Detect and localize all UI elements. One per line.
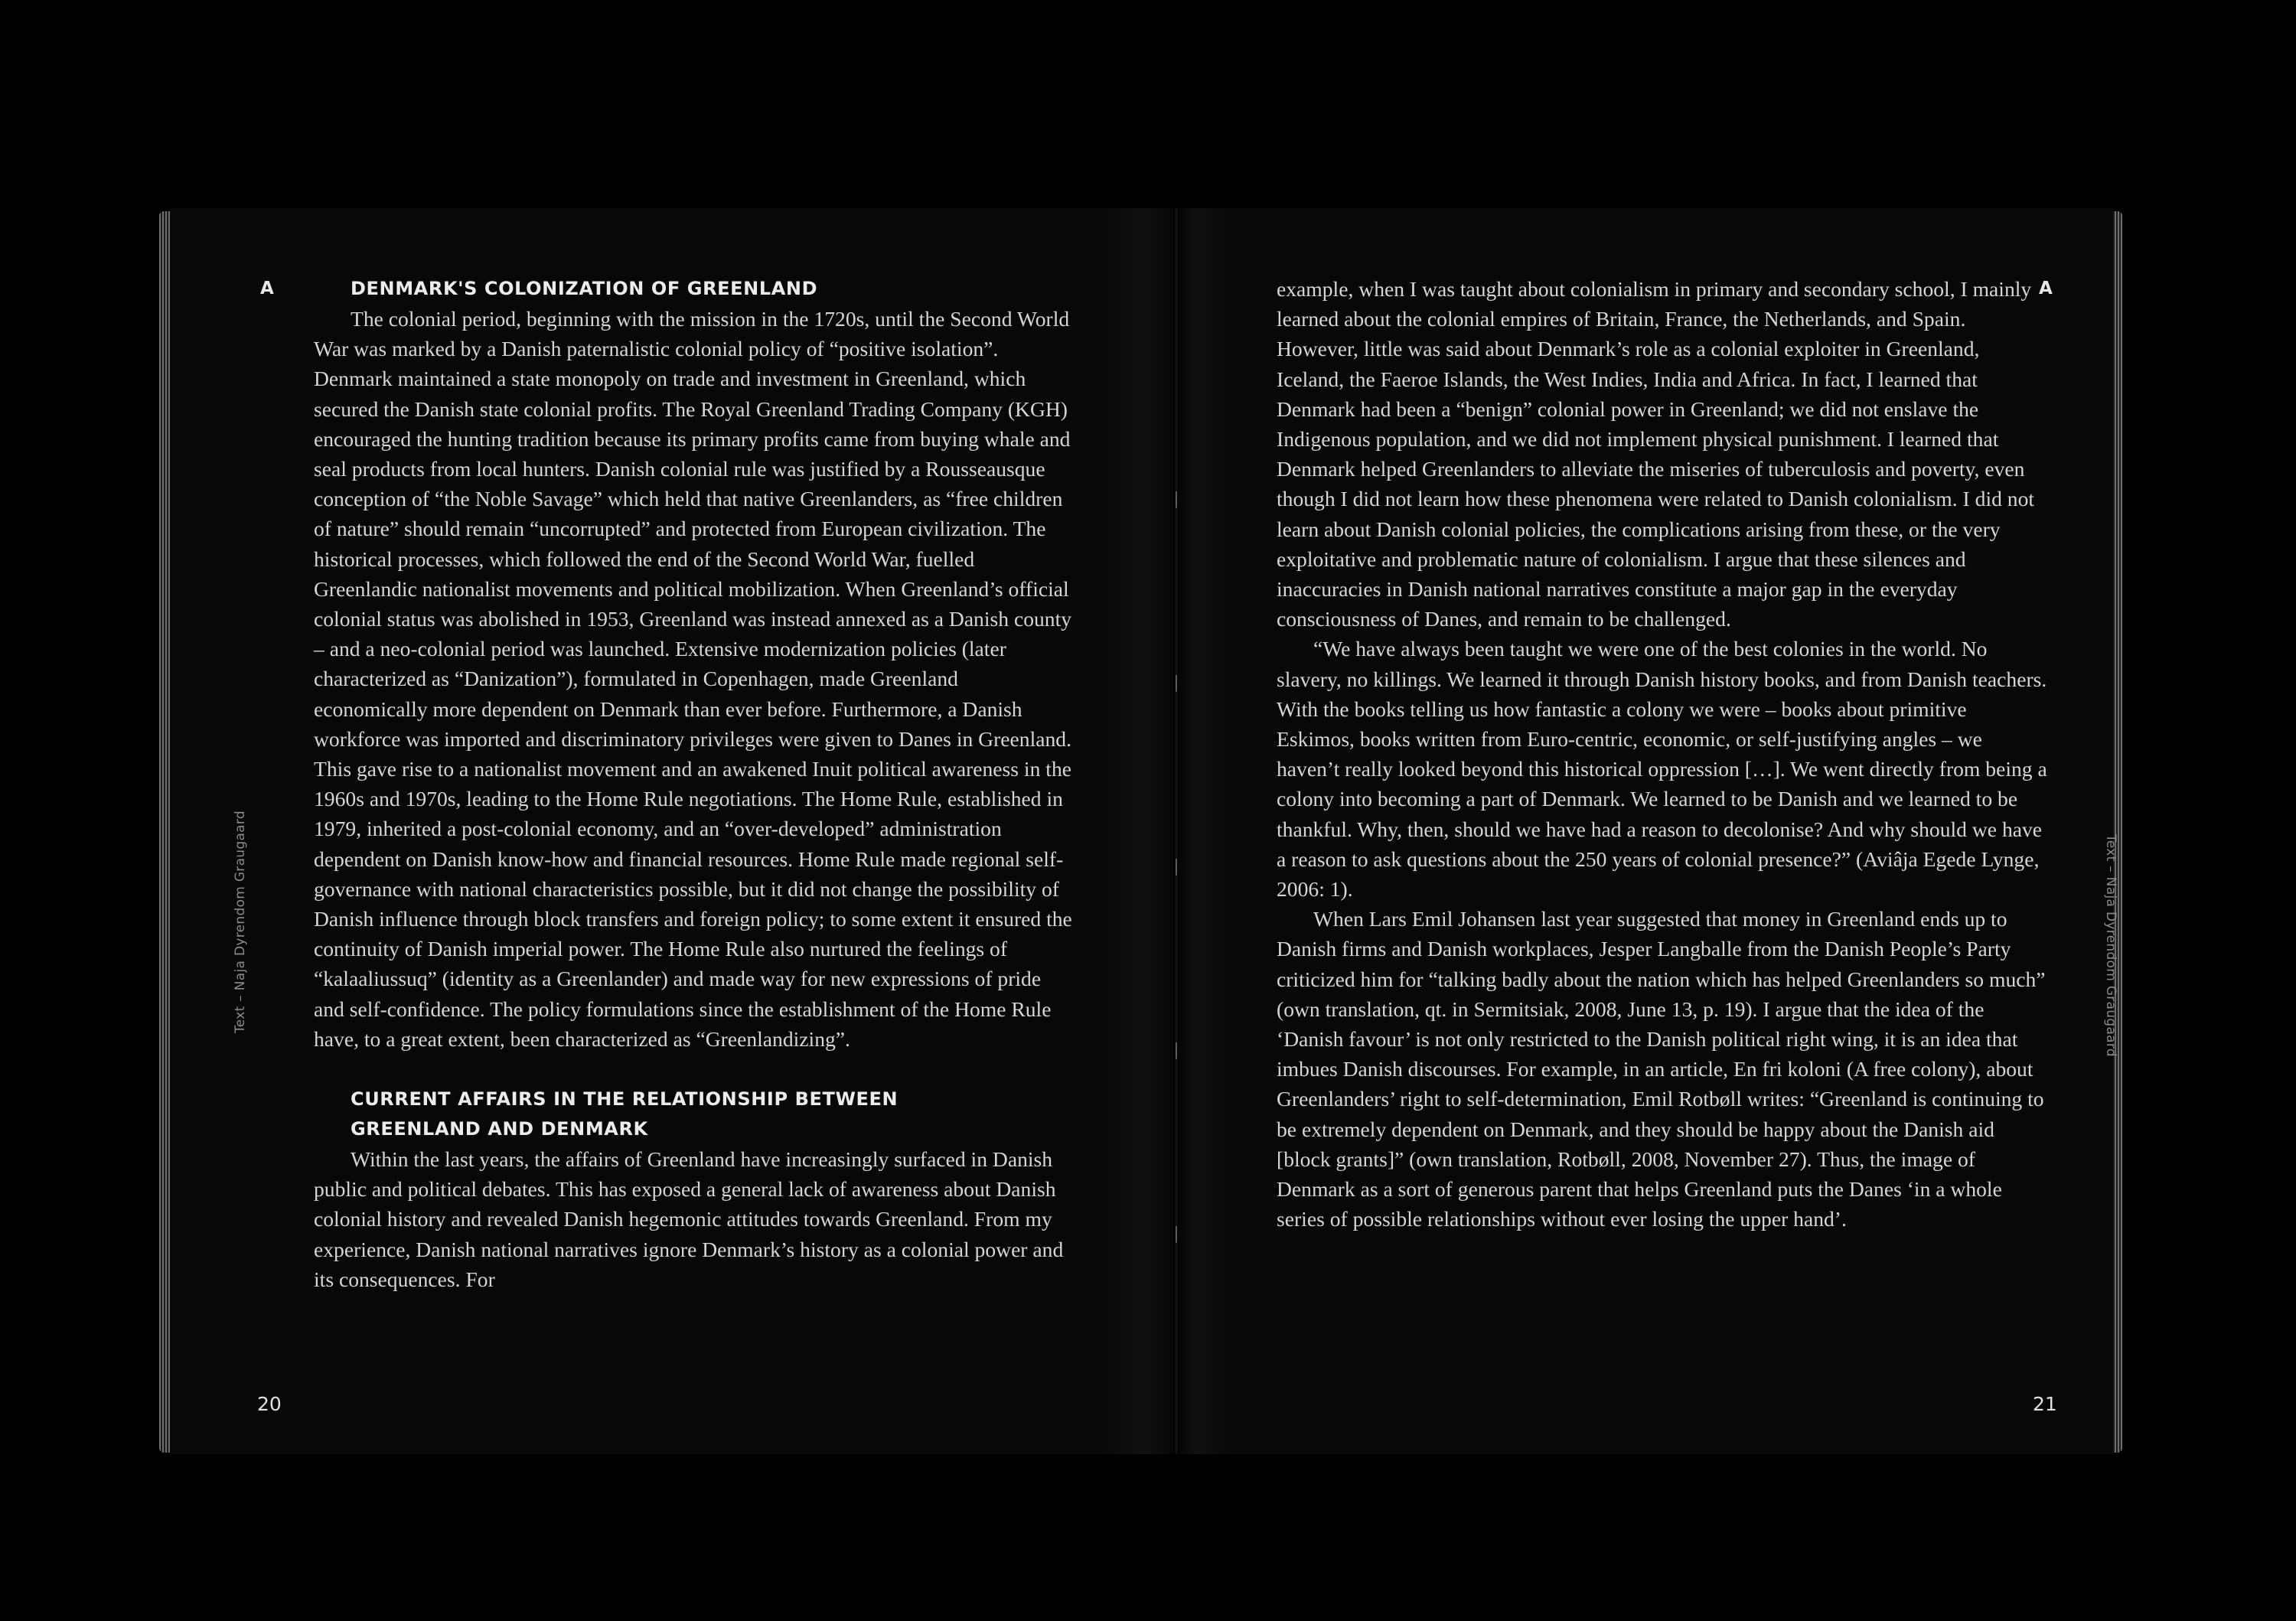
body-paragraph: “We have always been taught we were one of the best colonies in the world. No slavery, no killings. We learned it through Danish history books, and from Danish teachers. With the books telling us how fantastic a colony we were – books about primitive Eskimos, books written from Euro-centric, economic, or self-justifying angles – we haven’t really looked beyond this historical oppression […]. We went directly from being a colony into becoming a part of Denmark. We learned to be Danish and we learned to be thankful. Why, then, should we have had a reason to decolonise? And why should we have a reason to ask questions about the 250 years of colonial presence?” (Aviâja Egede Lynge, 2006: 1). xyxy=(1277,637,2047,902)
open-book xyxy=(159,201,2122,1457)
body-paragraph: When Lars Emil Johansen last year suggested that money in Greenland ends up to Danish firms and Danish workplaces, Jesper Langballe from the Danish People’s Party criticized him for “talking badly about the nation which has helped Greenlanders so much” (own translation, qt. in Sermitsiak, 2008, June 13, p. 19). I argue that the idea of the ‘Danish favour’ is not only restricted to the Danish political right wing, it is an idea that imbues Danish discourses. For example, in an article, En fri koloni (A free colony), about Greenlanders’ right to self-determination, Emil Rotbøll writes: “Greenland is continuing to be extremely dependent on Denmark, and they should be happy about the Danish aid [block grants]” (own translation, Rotbøll, 2008, November 27). Thus, the image of Denmark as a sort of generous parent that helps Greenland puts the Danes ‘in a whole series of possible relationships without ever losing the upper hand’. xyxy=(1277,907,2046,1231)
running-title: Text – Naja Dyrendom Graugaard xyxy=(233,810,248,1033)
running-title: Text – Naja Dyrendom Graugaard xyxy=(2103,834,2118,1057)
text-column xyxy=(314,274,1076,1294)
body-paragraph: example, when I was taught about colonialism in primary and secondary school, I mainly learned about the colonial empires of Britain, France, the Netherlands, and Spain. However, little was said about Denmark’s role as a colonial exploiter in Greenland, Iceland, the Faeroe Islands, the West Indies, India and Africa. In fact, I learned that Denmark had been a “benign” colonial power in Greenland; we did not enslave the Indigenous population, and we did not implement physical punishment. I learned that Denmark helped Greenlanders to alleviate the miseries of tuberculosis and poverty, even though I did not learn how these phenomena were related to Danish colonialism. I did not learn about Danish colonial policies, the complications arising from these, or the very exploitative and problematic nature of colonialism. I argue that these silences and inaccuracies in Danish national narratives constitute a major gap in the everyday consciousness of Danes, and remain to be challenged. xyxy=(1277,277,2035,631)
page-number: 21 xyxy=(2033,1393,2057,1415)
body-paragraph: Within the last years, the affairs of Greenland have increasingly surfaced in Danish public and political debates. This has exposed a general lack of awareness about Danish colonial history and revealed Danish hegemonic attitudes towards Greenland. From my experience, Danish national narratives ignore Denmark’s history as a colonial power and its consequences. For xyxy=(314,1147,1064,1291)
page-number: 20 xyxy=(257,1393,282,1415)
section-heading: CURRENT AFFAIRS IN THE RELATIONSHIP BETWEEN GREENLAND AND DENMARK xyxy=(351,1088,899,1140)
left-page xyxy=(170,208,1177,1454)
right-page xyxy=(1177,208,2118,1454)
section-letter: A xyxy=(2039,279,2053,298)
section-heading: DENMARK'S COLONIZATION OF GREENLAND xyxy=(351,278,818,299)
section-letter: A xyxy=(260,279,274,298)
body-paragraph: The colonial period, beginning with the mission in the 1720s, until the Second World War was marked by a Danish paternalistic colonial policy of “positive isolation”. Denmark maintained a state monopoly on trade and investment in Greenland, which secured the Danish state colonial profits. The Royal Greenland Trading Company (KGH) encouraged the hunting tradition because its primary profits came from buying whale and seal products from local hunters. Danish colonial rule was justified by a Rousseausque conception of “the Noble Savage” which held that native Greenlanders, as “free children of nature” should remain “uncorrupted” and protected from European civilization. The historical processes, which followed the end of the Second World War, fuelled Greenlandic nationalist movements and political mobilization. When Greenland’s official colonial status was abolished in 1953, Greenland was instead annexed as a Danish county – and a neo-colonial period was launched. Extensive modernization policies (later characterized as “Danization”), formulated in Copenhagen, made Greenland economically more dependent on Denmark than ever before. Furthermore, a Danish workforce was imported and discriminatory privileges were given to Danes in Greenland. This gave rise to a nationalist movement and an awakened Inuit political awareness in the 1960s and 1970s, leading to the Home Rule negotiations. The Home Rule, established in 1979, inherited a post-colonial economy, and an “over-developed” administration dependent on Danish know-how and financial resources. Home Rule made regional self-governance with national characteristics possible, but it did not change the possibility of Danish influence through block transfers and foreign policy; to some extent it ensured the continuity of Danish imperial power. The Home Rule also nurtured the feelings of “kalaaliussuq” (identity as a Greenlander) and made way for new expressions of pride and self-confidence. The policy formulations since the establishment of the Home Rule have, to a great extent, been characterized as “Greenlandizing”. xyxy=(314,307,1072,1051)
text-column xyxy=(1277,274,2050,1235)
